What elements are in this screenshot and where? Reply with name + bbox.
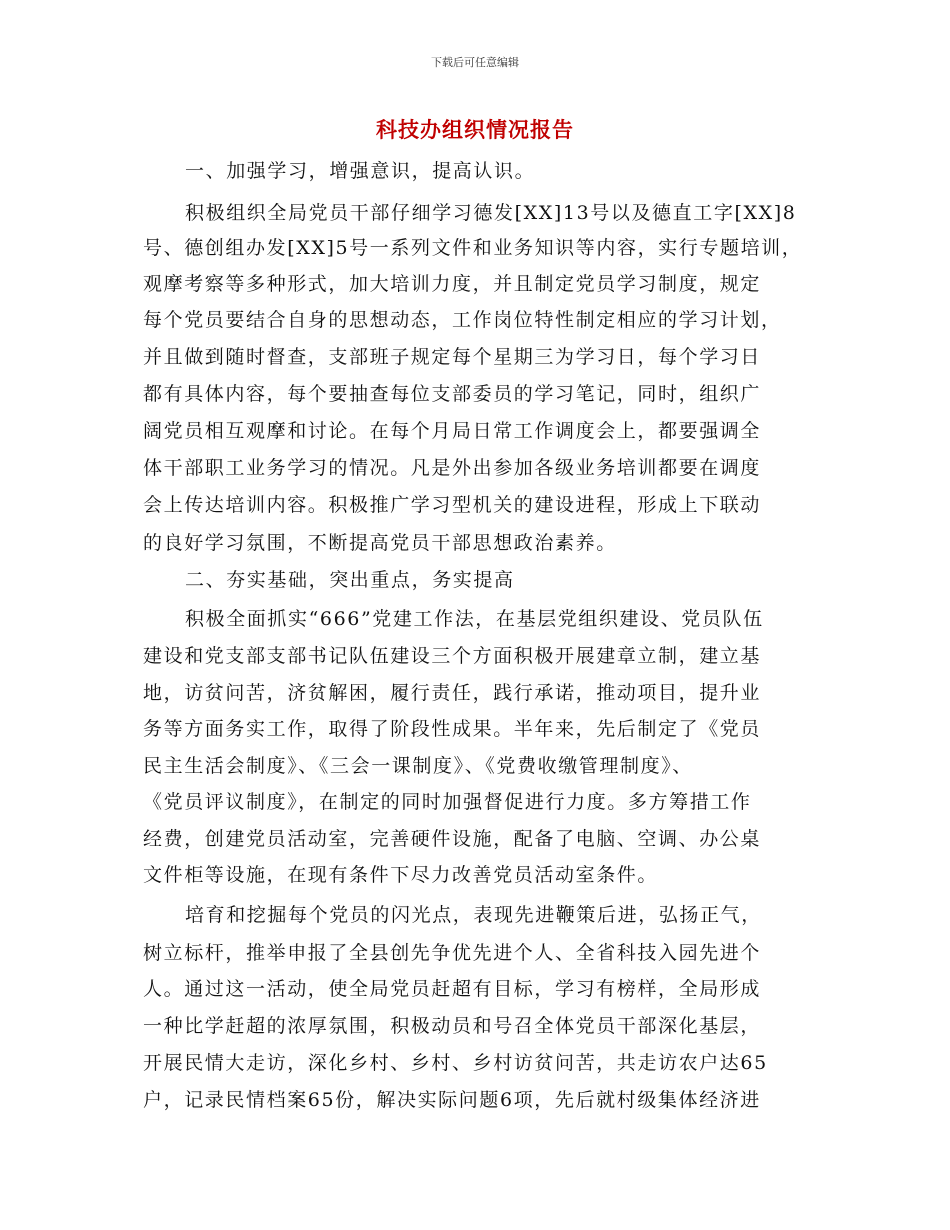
body-line: 的良好学习氛围，不断提高党员干部思想政治素养。 <box>143 532 617 554</box>
body-line: 文件柜等设施，在现有条件下尽力改善党员活动室条件。 <box>143 864 659 886</box>
body-line: 务等方面务实工作，取得了阶段性成果。半年来，先后制定了《党员 <box>143 718 762 740</box>
body-line: 建设和党支部支部书记队伍建设三个方面积极开展建章立制，建立基 <box>143 645 762 667</box>
body-line: 积极全面抓实“666”党建工作法，在基层党组织建设、党员队伍 <box>185 608 764 630</box>
body-line: 一、加强学习，增强意识，提高认识。 <box>185 160 536 182</box>
body-line: 会上传达培训内容。积极推广学习型机关的建设进程，形成上下联动 <box>143 494 762 516</box>
body-line: 积极组织全局党员干部仔细学习德发[XX]13号以及德直工字[XX]8 <box>185 202 797 224</box>
body-line: 《党员评议制度》，在制定的同时加强督促进行力度。多方筹措工作 <box>143 791 752 813</box>
body-line: 二、夯实基础，突出重点，务实提高 <box>185 569 515 591</box>
body-line: 培育和挖掘每个党员的闪光点，表现先进鞭策后进，弘扬正气， <box>185 904 762 926</box>
body-line: 树立标杆，推举申报了全县创先争优先进个人、全省科技入园先进个 <box>143 942 762 964</box>
body-line: 观摩考察等多种形式，加大培训力度，并且制定党员学习制度，规定 <box>143 273 762 295</box>
body-line: 开展民情大走访，深化乡村、乡村、乡村访贫问苦，共走访农户达65 <box>143 1052 768 1074</box>
header-note: 下载后可任意编辑 <box>431 56 519 69</box>
body-line: 阔党员相互观摩和讨论。在每个月局日常工作调度会上，都要强调全 <box>143 420 762 442</box>
body-line: 地，访贫问苦，济贫解困，履行责任，践行承诺，推动项目，提升业 <box>143 682 762 704</box>
body-line: 号、德创组办发[XX]5号一系列文件和业务知识等内容，实行专题培训， <box>143 237 803 259</box>
document-title: 科技办组织情况报告 <box>376 117 574 142</box>
body-line: 并且做到随时督查，支部班子规定每个星期三为学习日，每个学习日 <box>143 346 762 368</box>
body-line: 每个党员要结合自身的思想动态，工作岗位特性制定相应的学习计划， <box>143 309 782 331</box>
body-line: 民主生活会制度》、《三会一课制度》、《党费收缴管理制度》、 <box>143 755 693 777</box>
body-line: 都有具体内容，每个要抽查每位支部委员的学习笔记，同时，组织广 <box>143 383 762 405</box>
body-line: 经费，创建党员活动室，完善硬件设施，配备了电脑、空调、办公桌 <box>143 828 762 850</box>
body-line: 人。通过这一活动，使全局党员赶超有目标，学习有榜样，全局形成 <box>143 978 762 1000</box>
body-line: 户，记录民情档案65份，解决实际问题6项，先后就村级集体经济进 <box>143 1089 761 1111</box>
body-line: 一种比学赶超的浓厚氛围，积极动员和号召全体党员干部深化基层， <box>143 1015 762 1037</box>
body-line: 体干部职工业务学习的情况。凡是外出参加各级业务培训都要在调度 <box>143 457 762 479</box>
